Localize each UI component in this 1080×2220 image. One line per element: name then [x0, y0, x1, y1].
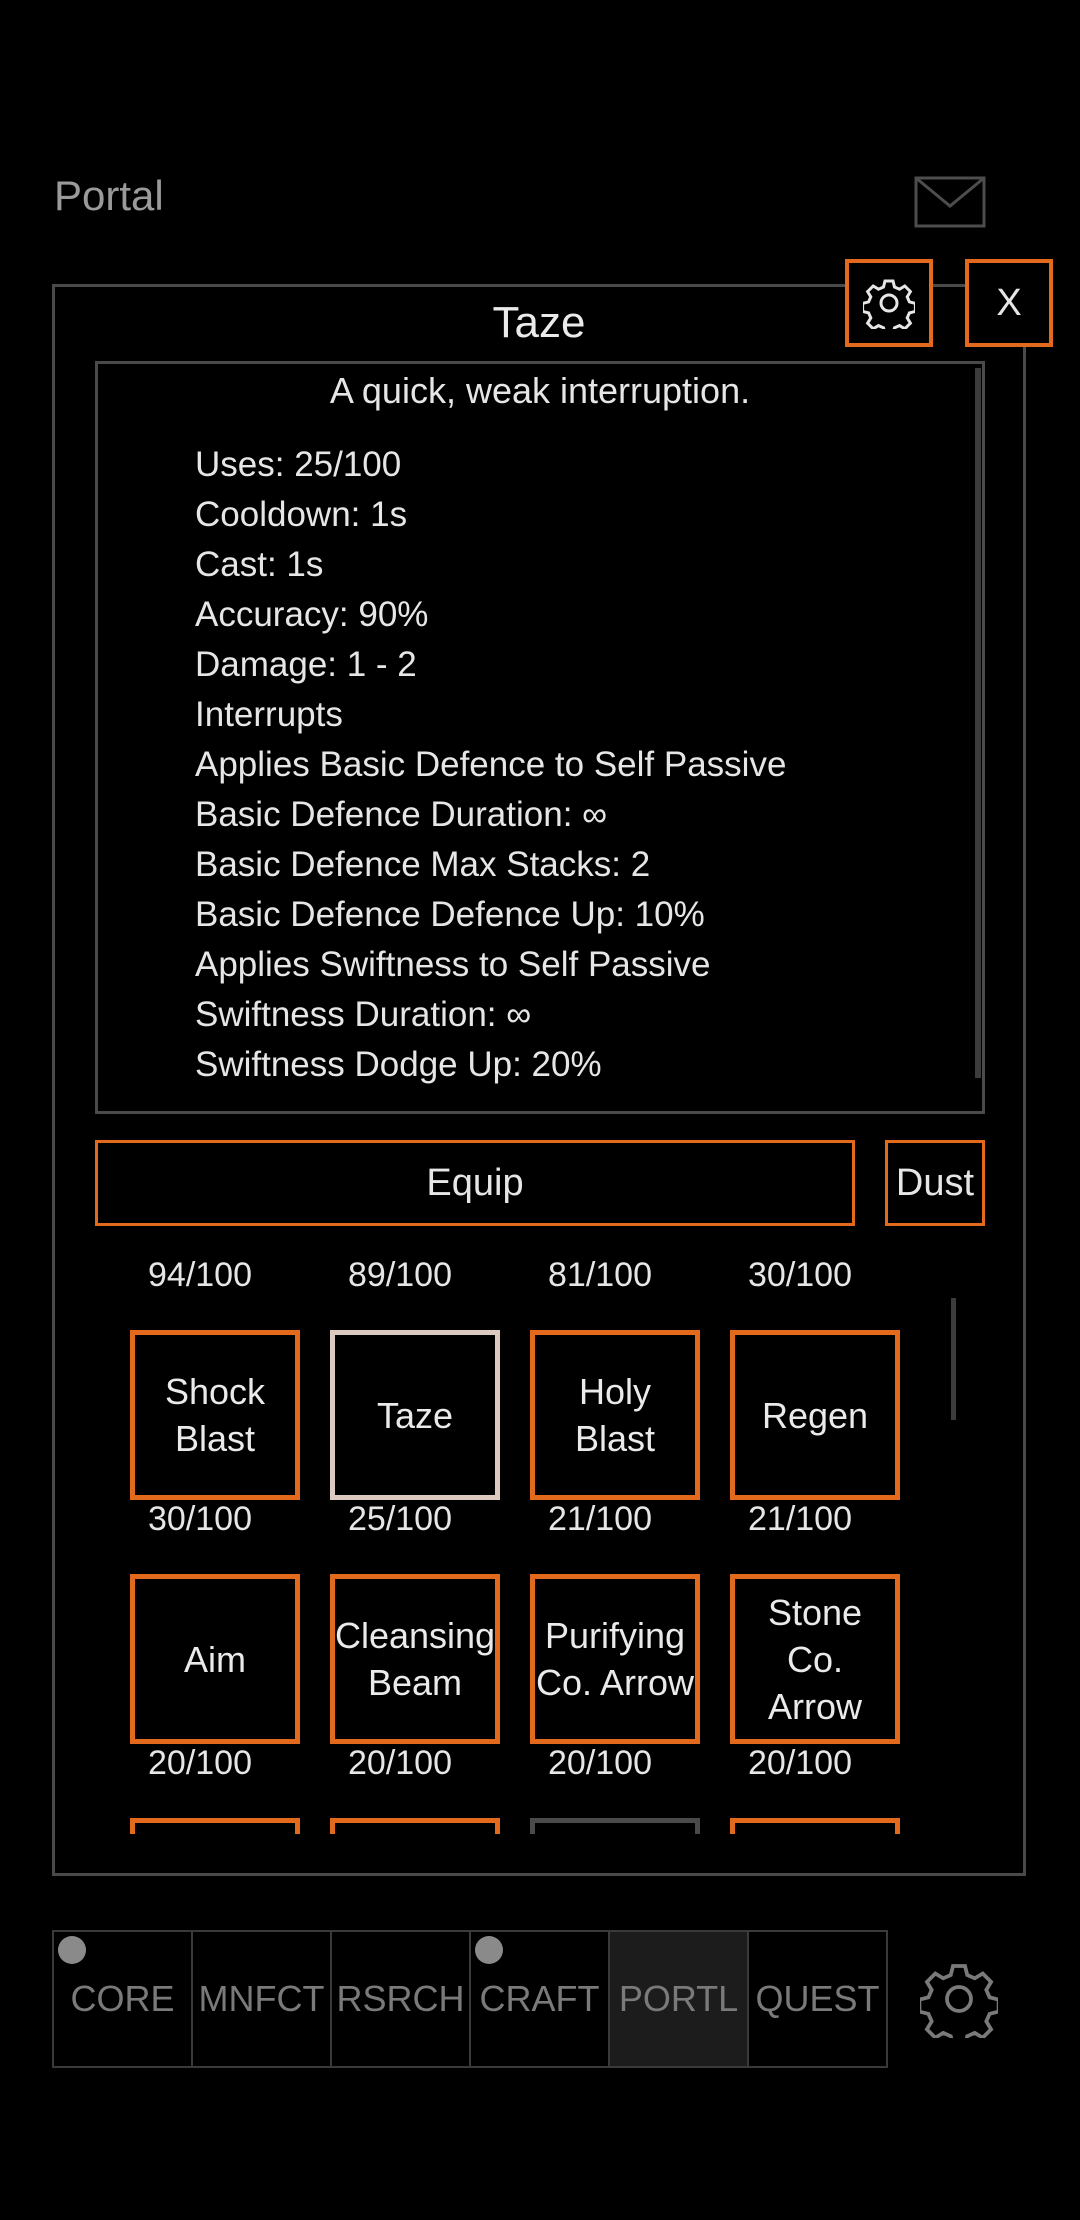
tab-mnfct[interactable] [193, 1932, 332, 2066]
skill-tile[interactable] [130, 1818, 300, 1834]
stat-line: Swiftness Dodge Up: 20% [195, 1045, 602, 1084]
skill-uses-count: 20/100 [748, 1744, 852, 1782]
stat-line: Basic Defence Max Stacks: 2 [195, 845, 651, 884]
settings-button[interactable] [845, 259, 933, 347]
tab-quest[interactable] [749, 1932, 886, 2066]
skill-uses-count: 20/100 [148, 1744, 252, 1782]
skill-tile[interactable] [330, 1818, 500, 1834]
stat-line: Basic Defence Defence Up: 10% [195, 895, 705, 934]
skill-uses-count: 21/100 [748, 1500, 852, 1538]
close-button[interactable]: X [965, 259, 1053, 347]
stat-line: Interrupts [195, 695, 343, 734]
skill-description: A quick, weak interruption. [329, 370, 751, 411]
description-scrollbar[interactable] [975, 368, 981, 1078]
tab-label: CRAFT [479, 1978, 600, 2019]
equip-button[interactable]: Equip [95, 1140, 855, 1226]
dust-button[interactable]: Dust [885, 1140, 985, 1226]
tab-label: CORE [70, 1978, 175, 2019]
skill-tile[interactable] [530, 1818, 700, 1834]
skill-uses-count: 94/100 [148, 1256, 252, 1294]
stat-line: Basic Defence Duration: ∞ [195, 795, 608, 834]
skill-uses-count: 81/100 [548, 1256, 652, 1294]
tab-label: MNFCT [198, 1978, 325, 2019]
stat-line: Uses: 25/100 [195, 445, 402, 484]
skill-tile-aim[interactable]: Aim [130, 1574, 300, 1744]
page-title: Portal [54, 172, 164, 219]
notification-dot [58, 1936, 86, 1964]
skill-uses-count: 21/100 [548, 1500, 652, 1538]
tab-label: RSRCH [336, 1978, 465, 2019]
skill-uses-count: 20/100 [548, 1744, 652, 1782]
tab-craft[interactable] [471, 1932, 610, 2066]
stat-line: Cooldown: 1s [195, 495, 408, 534]
skill-uses-count: 25/100 [348, 1500, 452, 1538]
skill-title: Taze [492, 298, 586, 347]
skill-uses-count: 89/100 [348, 1256, 452, 1294]
tab-label: PORTL [618, 1978, 739, 2019]
tab-label: QUEST [755, 1978, 880, 2019]
tab-core[interactable] [54, 1932, 193, 2066]
stat-line: Cast: 1s [195, 545, 324, 584]
notification-dot [475, 1936, 503, 1964]
skill-tile-shock-blast[interactable]: Shock Blast [130, 1330, 300, 1500]
gear-icon[interactable] [920, 1960, 998, 2038]
gear-icon [863, 277, 915, 329]
skill-tile[interactable] [730, 1818, 900, 1834]
skill-grid [95, 1238, 955, 1834]
bottom-nav [52, 1930, 888, 2068]
skill-uses-count: 30/100 [148, 1500, 252, 1538]
skill-tile-taze[interactable]: Taze [330, 1330, 500, 1500]
skill-tile-regen[interactable]: Regen [730, 1330, 900, 1500]
skill-uses-count: 30/100 [748, 1256, 852, 1294]
stat-line: Applies Basic Defence to Self Passive [195, 745, 787, 784]
skill-tile-purifying-arrow[interactable]: Purifying Co. Arrow [530, 1574, 700, 1744]
stat-line: Applies Swiftness to Self Passive [195, 945, 711, 984]
stat-line: Damage: 1 - 2 [195, 645, 417, 684]
skill-tile-holy-blast[interactable]: Holy Blast [530, 1330, 700, 1500]
mail-icon[interactable] [914, 176, 986, 228]
skill-grid-scrollbar[interactable] [951, 1298, 956, 1420]
tab-portl[interactable] [610, 1932, 749, 2066]
skill-tile-stone-arrow[interactable]: Stone Co. Arrow [730, 1574, 900, 1744]
stat-line: Swiftness Duration: ∞ [195, 995, 532, 1034]
stat-line: Accuracy: 90% [195, 595, 429, 634]
skill-uses-count: 20/100 [348, 1744, 452, 1782]
skill-tile-cleansing-beam[interactable]: Cleansing Beam [330, 1574, 500, 1744]
tab-rsrch[interactable] [332, 1932, 471, 2066]
